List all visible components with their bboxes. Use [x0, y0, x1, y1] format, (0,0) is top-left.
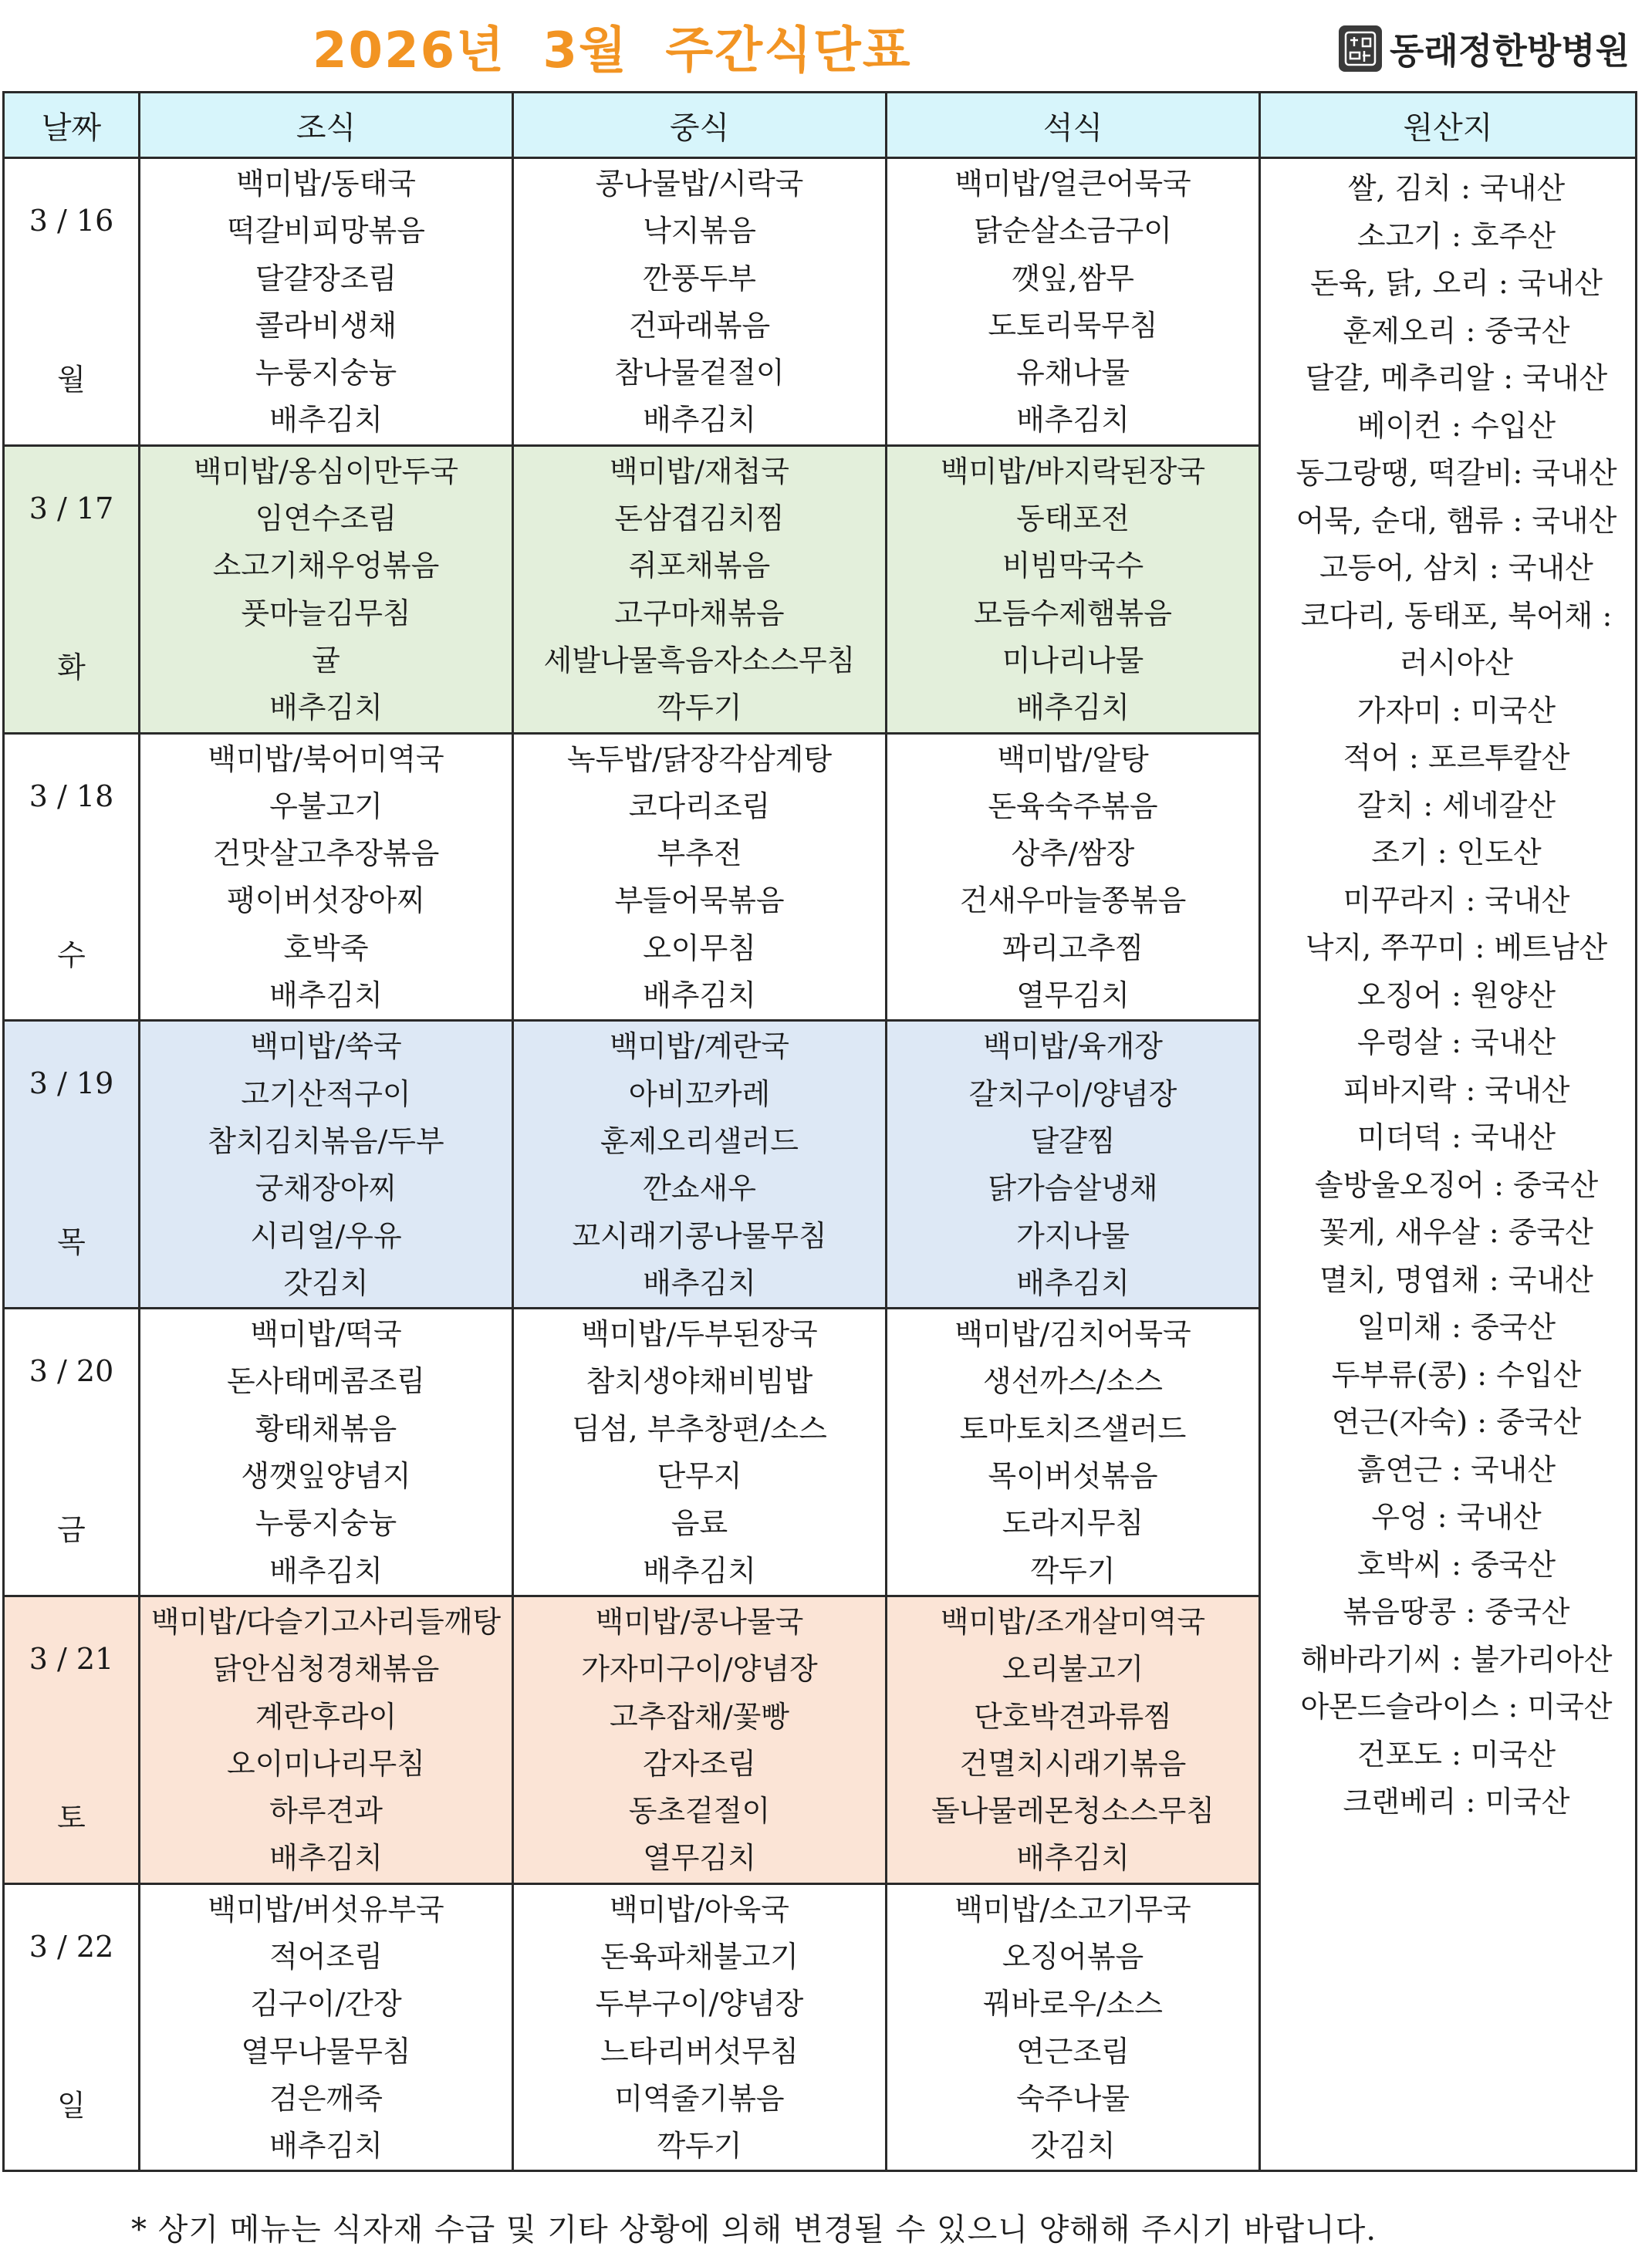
origin-item: 피바지락 : 국내산 [1343, 1072, 1570, 1107]
weekday-label: 금 [57, 1513, 86, 1548]
hospital-name: 동래정한방병원 [1390, 30, 1630, 72]
menu-item: 모듬수제햄볶음 [974, 596, 1172, 630]
menu-item: 목이버섯볶음 [988, 1459, 1158, 1494]
menu-item: 배추김치 [269, 691, 383, 725]
lunch-cell [513, 1309, 887, 1596]
menu-item: 배추김치 [269, 2129, 383, 2163]
menu-item: 백미밥/쑥국 [250, 1029, 402, 1064]
origin-item: 미더덕 : 국내산 [1356, 1120, 1556, 1154]
menu-item: 연근조림 [1016, 2034, 1130, 2069]
menu-item: 딤섬, 부추창편/소스 [572, 1411, 827, 1446]
menu-item: 숙주나물 [1016, 2081, 1130, 2116]
menu-item: 오징어볶음 [1002, 1939, 1144, 1974]
weekly-menu-table [2, 91, 1637, 2172]
menu-item: 백미밥/콩나물국 [595, 1604, 804, 1639]
menu-item: 백미밥/김치어묵국 [954, 1317, 1191, 1352]
date-cell [4, 1883, 140, 2171]
menu-item: 참치김치볶음/두부 [208, 1123, 444, 1158]
origin-item: 동그랑땡, 떡갈비: 국내산 [1296, 456, 1617, 490]
menu-item: 백미밥/조개살미역국 [940, 1604, 1206, 1639]
menu-item: 열무김치 [643, 1841, 756, 1876]
menu-item: 건멸치시래기볶음 [959, 1746, 1187, 1781]
menu-item: 꿔바로우/소스 [982, 1987, 1164, 2022]
origin-item: 달걀, 메추리알 : 국내산 [1305, 361, 1608, 395]
menu-item: 황태채볶음 [255, 1411, 397, 1446]
origin-item: 멸치, 명엽채 : 국내산 [1319, 1262, 1593, 1297]
footnote: * 상기 메뉴는 식자재 수급 및 기타 상황에 의해 변경될 수 있으니 양해해 주시기 바랍니다. [131, 2212, 1377, 2248]
origin-item: 적어 : 포르투칼산 [1343, 741, 1570, 775]
menu-item: 백미밥/육개장 [982, 1029, 1164, 1064]
date-label: 3 / 22 [29, 1929, 114, 1964]
menu-item: 깍두기 [657, 2129, 742, 2163]
origin-item: 호박씨 : 중국산 [1356, 1547, 1556, 1582]
breakfast-cell [140, 1309, 513, 1596]
origin-item: 두부류(콩) : 수입산 [1331, 1357, 1582, 1392]
hospital-logo [1339, 23, 1630, 74]
menu-item: 도라지무침 [1002, 1506, 1144, 1541]
menu-item: 배추김치 [643, 978, 756, 1013]
menu-item: 백미밥/아욱국 [609, 1892, 790, 1927]
menu-item: 깐쇼새우 [643, 1171, 756, 1206]
lunch-cell [513, 1021, 887, 1309]
menu-item: 배추김치 [643, 1553, 756, 1588]
menu-item: 낙지볶음 [643, 214, 756, 248]
menu-item: 시리얼/우유 [250, 1218, 402, 1253]
breakfast-cell [140, 733, 513, 1021]
weekday-label: 일 [57, 2088, 86, 2123]
menu-item: 갈치구이/양념장 [968, 1076, 1177, 1111]
menu-item: 쥐포채볶음 [628, 549, 771, 583]
menu-item: 백미밥/알탕 [997, 741, 1149, 776]
menu-item: 콜라비생채 [255, 308, 397, 343]
dinner-cell [887, 1309, 1260, 1596]
menu-item: 돈사태메콤조림 [227, 1364, 425, 1399]
menu-item: 단무지 [657, 1459, 742, 1494]
menu-item: 백미밥/동태국 [235, 167, 417, 201]
menu-item: 배추김치 [269, 1553, 383, 1588]
menu-item: 아비꼬카레 [628, 1076, 771, 1111]
menu-item: 돈삼겹김치찜 [614, 502, 785, 536]
breakfast-cell [140, 1021, 513, 1309]
menu-item: 백미밥/두부된장국 [581, 1317, 818, 1352]
menu-item: 가지나물 [1016, 1218, 1130, 1253]
menu-item: 참치생야채비빔밥 [586, 1364, 813, 1399]
menu-item: 누룽지숭늉 [255, 356, 397, 390]
menu-item: 꽈리고추찜 [1002, 931, 1144, 965]
menu-item: 백미밥/옹심이만두국 [193, 454, 459, 488]
menu-item: 달걀장조림 [255, 261, 397, 296]
weekday-label: 수 [57, 937, 86, 972]
menu-item: 김구이/간장 [250, 1987, 402, 2022]
origin-item: 러시아산 [1400, 646, 1513, 680]
menu-item: 음료 [671, 1506, 728, 1541]
menu-item: 백미밥/계란국 [609, 1029, 790, 1064]
origin-cell [1260, 158, 1637, 2171]
date-label: 3 / 17 [29, 491, 114, 525]
date-label: 3 / 19 [29, 1066, 114, 1101]
origin-item: 건포도 : 미국산 [1356, 1737, 1556, 1772]
origin-item: 아몬드슬라이스 : 미국산 [1300, 1690, 1613, 1724]
origin-item: 해바라기씨 : 불가리아산 [1300, 1642, 1613, 1677]
menu-item: 오이미나리무침 [227, 1746, 425, 1781]
date-cell [4, 1021, 140, 1309]
lunch-cell [513, 445, 887, 733]
day-row [4, 158, 1637, 446]
lunch-cell [513, 1883, 887, 2171]
date-label: 3 / 16 [29, 204, 114, 238]
menu-item: 백미밥/바지락된장국 [940, 454, 1206, 488]
weekday-label: 목 [57, 1225, 86, 1260]
origin-item: 조기 : 인도산 [1371, 836, 1542, 870]
origin-item: 일미채 : 중국산 [1356, 1310, 1556, 1344]
menu-item: 검은깨죽 [269, 2081, 383, 2116]
menu-item: 누룽지숭늉 [255, 1506, 397, 1541]
col-header-breakfast: 조식 [140, 93, 513, 158]
origin-item: 우렁살 : 국내산 [1356, 1025, 1556, 1059]
menu-item: 갓김치 [283, 1265, 369, 1300]
menu-item: 갓김치 [1030, 2129, 1116, 2163]
menu-item: 미나리나물 [1002, 643, 1144, 677]
menu-item: 백미밥/소고기무국 [954, 1892, 1191, 1927]
menu-item: 백미밥/다슬기고사리들깨탕 [150, 1604, 502, 1639]
origin-item: 꽃게, 새우살 : 중국산 [1319, 1215, 1593, 1249]
menu-item: 세발나물흑음자소스무침 [543, 643, 856, 677]
menu-item: 돈육파채불고기 [600, 1939, 799, 1974]
origin-item: 돈육, 닭, 오리 : 국내산 [1310, 266, 1603, 300]
origin-item: 가자미 : 미국산 [1356, 693, 1556, 728]
menu-item: 훈제오리샐러드 [600, 1123, 799, 1158]
dinner-cell [887, 445, 1260, 733]
origin-item: 베이컨 : 수입산 [1356, 408, 1556, 443]
menu-item: 토마토치즈샐러드 [959, 1411, 1187, 1446]
origin-item: 소고기 : 호주산 [1356, 218, 1556, 253]
lunch-cell [513, 733, 887, 1021]
menu-item: 유채나물 [1016, 356, 1130, 390]
origin-item: 오징어 : 원양산 [1356, 978, 1556, 1012]
menu-item: 참나물겉절이 [614, 356, 785, 390]
menu-item: 하루견과 [269, 1794, 383, 1829]
menu-item: 소고기채우엉볶음 [212, 549, 440, 583]
menu-item: 풋마늘김무침 [241, 596, 411, 630]
menu-item: 배추김치 [643, 403, 756, 437]
origin-item: 우엉 : 국내산 [1371, 1500, 1542, 1534]
breakfast-cell [140, 1883, 513, 2171]
menu-item: 배추김치 [1016, 1841, 1130, 1876]
origin-item: 크랜베리 : 미국산 [1343, 1785, 1570, 1819]
menu-item: 코다리조림 [628, 789, 771, 823]
menu-item: 귤 [312, 643, 340, 677]
menu-item: 상추/쌈장 [1011, 836, 1135, 871]
col-header-date: 날짜 [4, 93, 140, 158]
menu-item: 단호박견과류찜 [974, 1699, 1172, 1734]
dinner-cell [887, 1596, 1260, 1883]
weekday-label: 토 [57, 1800, 86, 1835]
menu-item: 닭순살소금구이 [974, 214, 1172, 248]
date-cell [4, 1596, 140, 1883]
origin-item: 훈제오리 : 중국산 [1343, 313, 1570, 348]
menu-item: 꼬시래기콩나물무침 [572, 1218, 827, 1253]
menu-item: 닭안심청경채볶음 [212, 1652, 440, 1687]
weekday-label: 월 [57, 363, 86, 397]
menu-item: 동초겉절이 [628, 1794, 771, 1829]
breakfast-cell [140, 1596, 513, 1883]
menu-item: 팽이버섯장아찌 [227, 883, 425, 918]
col-header-origin: 원산지 [1260, 93, 1637, 158]
menu-item: 고추잡채/꽃빵 [609, 1699, 790, 1734]
menu-item: 배추김치 [1016, 1265, 1130, 1300]
menu-item: 달걀찜 [1030, 1123, 1116, 1158]
origin-item: 볶음땅콩 : 중국산 [1343, 1595, 1570, 1629]
menu-item: 배추김치 [1016, 691, 1130, 725]
menu-item: 백미밥/떡국 [250, 1317, 402, 1352]
menu-item: 배추김치 [269, 403, 383, 437]
menu-item: 깍두기 [657, 691, 742, 725]
menu-item: 적어조림 [269, 1939, 383, 1974]
menu-item: 백미밥/북어미역국 [208, 741, 444, 776]
menu-item: 도토리묵무침 [988, 308, 1158, 343]
dinner-cell [887, 1021, 1260, 1309]
date-cell [4, 158, 140, 446]
menu-item: 열무김치 [1016, 978, 1130, 1013]
menu-item: 미역줄기볶음 [614, 2081, 785, 2116]
menu-item: 궁채장아찌 [255, 1171, 397, 1206]
menu-item: 닭가슴살냉채 [988, 1171, 1158, 1206]
lunch-cell [513, 1596, 887, 1883]
menu-item: 백미밥/재첩국 [609, 454, 790, 488]
menu-item: 오리불고기 [1002, 1652, 1144, 1687]
menu-item: 오이무침 [643, 931, 756, 965]
date-label: 3 / 20 [29, 1354, 114, 1389]
origin-item: 흙연근 : 국내산 [1356, 1452, 1556, 1487]
menu-item: 건맛살고추장볶음 [212, 836, 440, 871]
menu-item: 배추김치 [1016, 403, 1130, 437]
lunch-cell [513, 158, 887, 446]
date-label: 3 / 21 [29, 1641, 114, 1676]
menu-item: 느타리버섯무침 [600, 2034, 799, 2069]
col-header-dinner: 석식 [887, 93, 1260, 158]
menu-item: 떡갈비피망볶음 [227, 214, 425, 248]
dinner-cell [887, 733, 1260, 1021]
menu-item: 깍두기 [1030, 1553, 1116, 1588]
menu-item: 건새우마늘쫑볶음 [959, 883, 1187, 918]
origin-item: 미꾸라지 : 국내산 [1343, 883, 1570, 917]
hospital-seal-icon [1339, 25, 1382, 72]
origin-item: 어묵, 순대, 햄류 : 국내산 [1296, 503, 1617, 538]
menu-item: 임연수조림 [255, 502, 397, 536]
menu-item: 배추김치 [269, 978, 383, 1013]
menu-item: 동태포전 [1016, 502, 1130, 536]
date-cell [4, 733, 140, 1021]
origin-item: 연근(자숙) : 중국산 [1331, 1405, 1582, 1439]
menu-item: 백미밥/얼큰어묵국 [954, 167, 1191, 201]
page-title: 2026년 3월 주간식단표 [312, 22, 912, 79]
menu-item: 부들어묵볶음 [614, 883, 785, 918]
date-cell [4, 1309, 140, 1596]
menu-item: 돈육숙주볶음 [988, 789, 1158, 823]
menu-item: 호박죽 [283, 931, 369, 965]
menu-item: 깻잎,쌈무 [1012, 261, 1134, 296]
menu-item: 콩나물밥/시락국 [595, 167, 804, 201]
origin-item: 낙지, 쭈꾸미 : 베트남산 [1305, 931, 1608, 964]
menu-item: 우불고기 [269, 789, 383, 823]
menu-item: 고기산적구이 [241, 1076, 411, 1111]
dinner-cell [887, 158, 1260, 446]
menu-item: 건파래볶음 [628, 308, 771, 343]
menu-item: 계란후라이 [255, 1699, 397, 1734]
breakfast-cell [140, 158, 513, 446]
menu-item: 배추김치 [643, 1265, 756, 1300]
origin-item: 솔방울오징어 : 중국산 [1314, 1167, 1599, 1202]
origin-item: 갈치 : 세네갈산 [1356, 788, 1556, 822]
menu-item: 녹두밥/닭장각삼계탕 [566, 741, 833, 776]
breakfast-cell [140, 445, 513, 733]
table-header-row [4, 93, 1637, 158]
menu-item: 부추전 [657, 836, 742, 871]
menu-item: 가자미구이/양념장 [581, 1652, 818, 1687]
menu-item: 두부구이/양념장 [595, 1987, 804, 2022]
origin-item: 고등어, 삼치 : 국내산 [1319, 551, 1593, 585]
menu-item: 백미밥/버섯유부국 [208, 1892, 444, 1927]
menu-item: 생깻잎양념지 [241, 1459, 411, 1494]
col-header-lunch: 중식 [513, 93, 887, 158]
date-label: 3 / 18 [29, 779, 114, 813]
menu-item: 깐풍두부 [643, 261, 756, 296]
menu-item: 감자조림 [643, 1746, 756, 1781]
menu-item: 열무나물무침 [241, 2034, 411, 2069]
dinner-cell [887, 1883, 1260, 2171]
menu-item: 고구마채볶음 [614, 596, 785, 630]
menu-item: 배추김치 [269, 1841, 383, 1876]
menu-item: 생선까스/소스 [982, 1364, 1164, 1399]
weekday-label: 화 [57, 650, 86, 684]
menu-item: 돌나물레몬청소스무침 [931, 1794, 1215, 1829]
date-cell [4, 445, 140, 733]
origin-item: 코다리, 동태포, 북어채 : [1300, 598, 1613, 633]
menu-item: 비빔막국수 [1002, 549, 1144, 583]
origin-item: 쌀, 김치 : 국내산 [1347, 171, 1566, 205]
